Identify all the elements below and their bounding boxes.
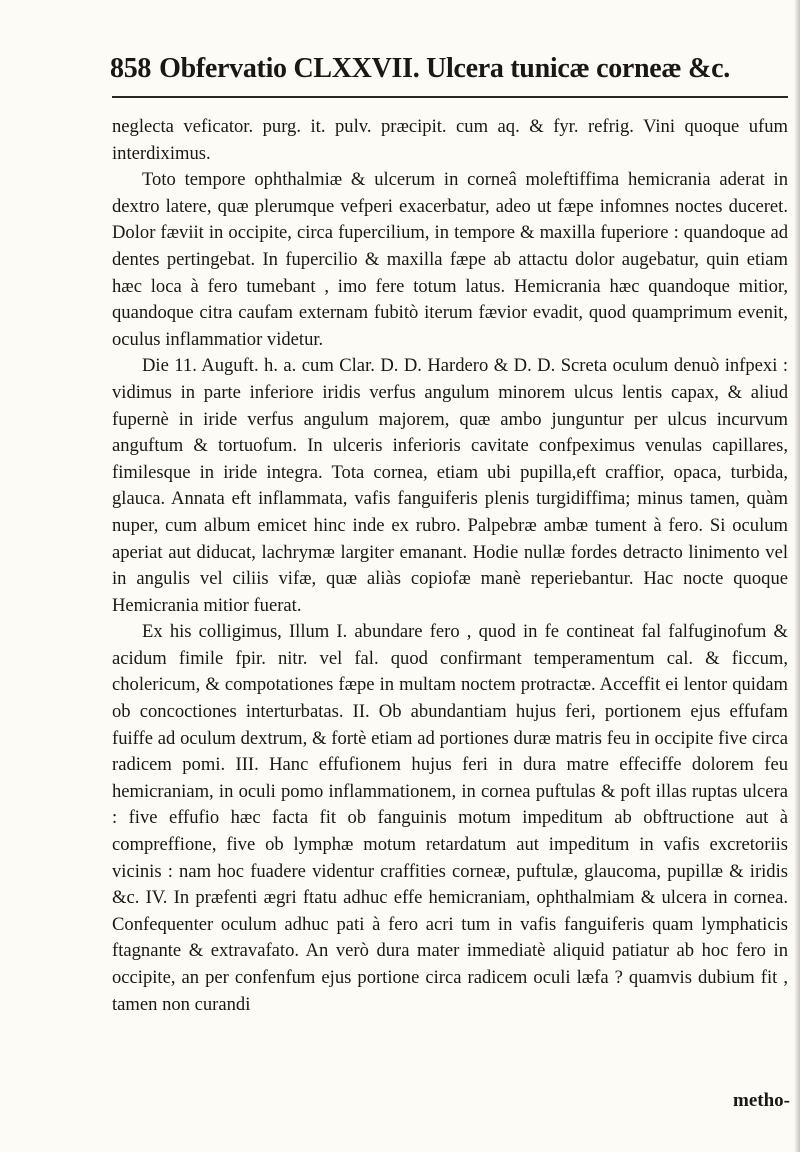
running-header <box>110 52 790 86</box>
page-number: 858 <box>110 53 152 84</box>
paragraph-2: Toto tempore ophthalmiæ & ulcerum in corneâ moleftiffima hemicrania aderat in dextro latere, quæ plerumque vefperi exacerbatur, adeo ut fæpe infomnes noctes duceret. Dolor fæviit in occipite, circa fupercilium, in tempore & maxilla fuperiore : quandoque ad dentes pertingebat. In fupercilio & maxilla fæpe ab attactu dolor augebatur, quin etiam hæc loca à fero tumebant , imo fere totum latus. Hemicrania hæc quandoque mitior, quandoque citra caufam externam fubitò iterum fævior evadit, quod quamprimum evenit, oculus inflammatior videtur. <box>112 169 788 350</box>
page-edge-shadow <box>794 0 800 1152</box>
running-title: Obfervatio CLXXVII. Ulcera tunicæ corneæ &c. <box>159 53 730 84</box>
header-rule <box>112 96 788 98</box>
catchword: metho- <box>733 1090 790 1111</box>
paragraph-4: Ex his colligimus, Illum I. abundare fero , quod in fe contineat fal falfuginofum & acidum fimile fpir. nitr. vel fal. quod confirmant temperamentum cal. & ficcum, cholericum, & compotationes fæpe in multam noctem protractæ. Acceffit ei lentor quidam ob concoctiones interturbatas. II. Ob abundantiam hujus feri, portionem ejus effufam fuiffe ad oculum dextrum, & fortè etiam ad portiones duræ matris feu in occipite five circa radicem pomi. III. Hanc effufionem hujus feri in dura matre effeciffe dolorem feu hemicraniam, in oculi pomo inflammationem, in cornea puftulas & poft illas ruptas ulcera : five effufio hæc facta fit ob fanguinis motum impeditum ab obftructione aut à compreffione, five ob lymphæ motum retardatum aut impeditum in vafis excretoriis vicinis : nam hoc fuadere videntur craffities corneæ, puftulæ, glaucoma, pupillæ & iridis &c. IV. In præfenti ægri ftatu adhuc effe hemicraniam, ophthalmiam & ulcera in cornea. Confequenter oculum adhuc pati à fero acri tum in vafis fanguiferis quam lymphaticis ftagnante & extravafato. An verò dura mater immediatè aliquid patiatur ab hoc fero in occipite, an per confenfum ejus portione circa radicem oculi læfa ? quamvis dubium fit , tamen non curandi <box>112 621 788 1015</box>
body-text <box>112 114 788 1018</box>
paragraph-1: neglecta veficator. purg. it. pulv. præcipit. cum aq. & fyr. refrig. Vini quoque ufum interdiximus. <box>112 116 788 164</box>
paragraph-3: Die 11. Auguft. h. a. cum Clar. D. D. Hardero & D. D. Screta oculum denuò infpexi : vidimus in parte inferiore iridis verfus angulum minorem ulcus lentis capax, & aliud fupernè in iride verfus angulum majorem, quæ ambo junguntur per ulcus incurvum anguftum & tortuofum. In ulceris inferioris cavitate confpeximus venulas capillares, fimilesque in iride integra. Tota cornea, etiam ubi pupilla,eft craffior, opaca, turbida, glauca. Annata eft inflammata, vafis fanguiferis plenis turgidiffima; minus tamen, quàm nuper, cum album emicet hinc inde ex rubro. Palpebræ ambæ tument à fero. Si oculum aperiat aut diducat, lachrymæ largiter emanant. Hodie nullæ fordes detracto linimento vel in angulis vel ciliis vifæ, quæ aliàs copiofæ manè reperiebantur. Hac nocte quoque Hemicrania mitior fuerat. <box>112 355 788 616</box>
